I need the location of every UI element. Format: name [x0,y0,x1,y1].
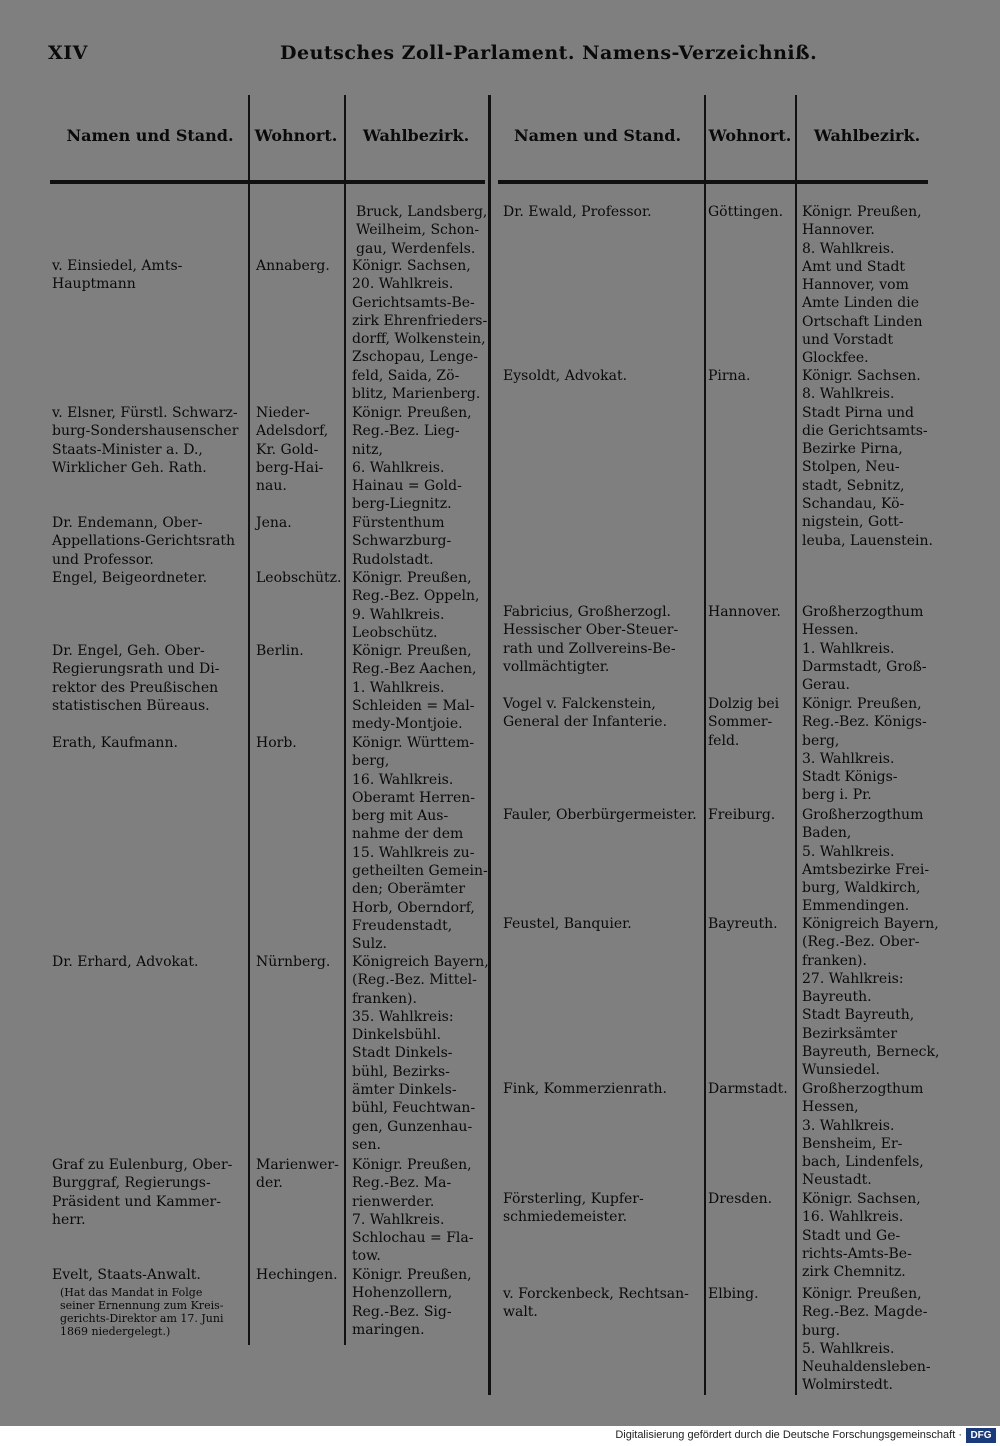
right-name-2: Fabricius, Großherzogl. Hessischer Ober-Steuer- rath und Zollvereins-Be- vollmächtigter. [503,604,679,675]
col-head-district-left: Wahlbezirk. [362,126,470,145]
right-district-2: Großherzogthum Hessen. 1. Wahlkreis. Darmstadt, Groß- Gerau. [802,604,927,694]
right-place-6: Darmstadt. [708,1081,788,1097]
right-place-5: Bayreuth. [708,916,778,932]
left-district-2: Königr. Preußen, Reg.-Bez. Lieg- nitz, 6. Wahlkreis. Hainau = Gold- berg-Liegnitz. [352,405,472,513]
right-name-3: Vogel v. Falckenstein, General der Infanterie. [503,696,668,731]
left-place-3: Jena. [256,515,292,531]
column-divider [344,95,346,1345]
right-place-4: Freiburg. [708,807,776,823]
right-place-8: Elbing. [708,1286,759,1302]
left-name-9: Evelt, Staats-Anwalt. [52,1267,201,1283]
right-name-1: Eysoldt, Advokat. [503,368,628,384]
left-district-8: Königr. Preußen, Reg.-Bez. Ma- rienwerder. 7. Wahlkreis. Schlochau = Fla- tow. [352,1157,474,1265]
right-district-7: Königr. Sachsen, 16. Wahlkreis. Stadt und Ge- richts-Amts-Be- zirk Chemnitz. [802,1191,921,1281]
left-district-7: Königreich Bayern, (Reg.-Bez. Mittel- franken). 35. Wahlkreis: Dinkelsbühl. Stadt Dinkels- bühl, Bezirks- ämter Dinkels- bühl, Feuchtwan- gen, Gunzenhau- sen. [352,954,489,1153]
col-head-district-right: Wahlbezirk. [813,126,921,145]
left-place-9: Hechingen. [256,1267,338,1283]
left-district-1: Königr. Sachsen, 20. Wahlkreis. Gerichtsamts-Be- zirk Ehrenfrieders- dorff, Wolkenstein, Zschopau, Lenge- feld, Saida, Zö- blitz, Marienberg. [352,258,488,403]
left-place-8: Marienwer- der. [256,1157,339,1192]
right-place-7: Dresden. [708,1191,773,1207]
column-divider [488,95,491,1395]
right-district-1: Königr. Sachsen. 8. Wahlkreis. Stadt Pirna und die Gerichtsamts- Bezirke Pirna, Stolpen, Neu- stadt, Sebnitz, Schandau, Kö- nigstein, Gott- leuba, Lauenstein. [802,368,933,549]
left-place-4: Leobschütz. [256,570,342,586]
left-name-2: v. Elsner, Fürstl. Schwarz- burg-Sondershausenscher Staats-Minister a. D., Wirklicher Geh. Rath. [52,405,239,476]
right-district-0: Königr. Preußen, Hannover. 8. Wahlkreis. Amt und Stadt Hannover, vom Amte Linden die Ortschaft Linden und Vorstadt Glockfee. [802,204,923,367]
page-title: Deutsches Zoll-Parlament. Namens-Verzeichniß. [280,42,818,64]
column-divider [704,95,706,1395]
right-district-8: Königr. Preußen, Reg.-Bez. Magde- burg. 5. Wahlkreis. Neuhaldensleben- Wolmirstedt. [802,1286,931,1394]
left-district-4: Königr. Preußen, Reg.-Bez. Oppeln, 9. Wahlkreis. Leobschütz. [352,570,480,641]
right-name-7: Försterling, Kupfer- schmiedemeister. [503,1191,644,1226]
col-head-place-left: Wohnort. [254,126,338,145]
right-name-0: Dr. Ewald, Professor. [503,204,652,220]
funding-notice: Digitalisierung gefördert durch die Deutsche Forschungsgemeinschaft · [615,1429,962,1441]
left-name-6: Erath, Kaufmann. [52,735,178,751]
right-place-2: Hannover. [708,604,781,620]
col-head-name-left: Namen und Stand. [66,126,234,145]
dfg-logo: DFG [966,1428,996,1443]
left-name-1: v. Einsiedel, Amts- Hauptmann [52,258,183,293]
right-district-6: Großherzogthum Hessen, 3. Wahlkreis. Bensheim, Er- bach, Lindenfels, Neustadt. [802,1081,924,1189]
right-district-4: Großherzogthum Baden, 5. Wahlkreis. Amtsbezirke Frei- burg, Waldkirch, Emmendingen. [802,807,930,915]
right-district-5: Königreich Bayern, (Reg.-Bez. Ober- franken). 27. Wahlkreis: Bayreuth. Stadt Bayreuth, Bezirksämter Bayreuth, Berneck, Wunsiedel. [802,916,940,1079]
left-district-3: Fürstenthum Schwarzburg- Rudolstadt. [352,515,452,568]
right-name-6: Fink, Kommerzienrath. [503,1081,667,1097]
left-district-6: Königr. Württem- berg, 16. Wahlkreis. Oberamt Herren- berg mit Aus- nahme der dem 15. Wahlkreis zu- getheilten Gemein- den; Oberämter Horb, Oberndorf, Freudenstadt, Sulz. [352,735,488,953]
right-place-3: Dolzig bei Sommer- feld. [708,696,780,749]
right-name-4: Fauler, Oberbürgermeister. [503,807,697,823]
left-note-9: (Hat das Mandat in Folge seiner Ernennung zum Kreis- gerichts-Direktor am 17. Juni 1869 niedergelegt.) [60,1286,224,1338]
left-district-9: Königr. Preußen, Hohenzollern, Reg.-Bez. Sig- maringen. [352,1267,472,1338]
column-divider [248,95,250,1345]
right-district-3: Königr. Preußen, Reg.-Bez. Königs- berg, 3. Wahlkreis. Stadt Königs- berg i. Pr. [802,696,927,804]
left-place-2: Nieder- Adelsdorf, Kr. Gold- berg-Hai- nau. [256,405,329,495]
header-rule [50,180,485,184]
page-number: XIV [48,42,88,64]
left-name-3: Dr. Endemann, Ober- Appellations-Gerichtsrath und Professor. [52,515,236,568]
right-name-8: v. Forckenbeck, Rechtsan- walt. [503,1286,689,1321]
left-place-5: Berlin. [256,643,304,659]
col-head-place-right: Wohnort. [708,126,792,145]
left-name-7: Dr. Erhard, Advokat. [52,954,199,970]
left-district-0: Bruck, Landsberg, Weilheim, Schon- gau, Werdenfels. [356,204,488,257]
col-head-name-right: Namen und Stand. [513,126,682,145]
left-place-6: Horb. [256,735,297,751]
left-place-1: Annaberg. [256,258,330,274]
left-name-8: Graf zu Eulenburg, Ober- Burggraf, Regierungs- Präsident und Kammer- herr. [52,1157,233,1228]
left-name-4: Engel, Beigeordneter. [52,570,208,586]
footer-bar [0,1426,1000,1446]
right-place-0: Göttingen. [708,204,784,220]
column-divider [795,95,797,1395]
right-place-1: Pirna. [708,368,751,384]
header-rule [498,180,928,184]
right-name-5: Feustel, Banquier. [503,916,632,932]
left-name-5: Dr. Engel, Geh. Ober- Regierungsrath und Di- rektor des Preußischen statistischen Büreaus. [52,643,220,714]
left-place-7: Nürnberg. [256,954,331,970]
left-district-5: Königr. Preußen, Reg.-Bez Aachen, 1. Wahlkreis. Schleiden = Mal- medy-Montjoie. [352,643,477,733]
